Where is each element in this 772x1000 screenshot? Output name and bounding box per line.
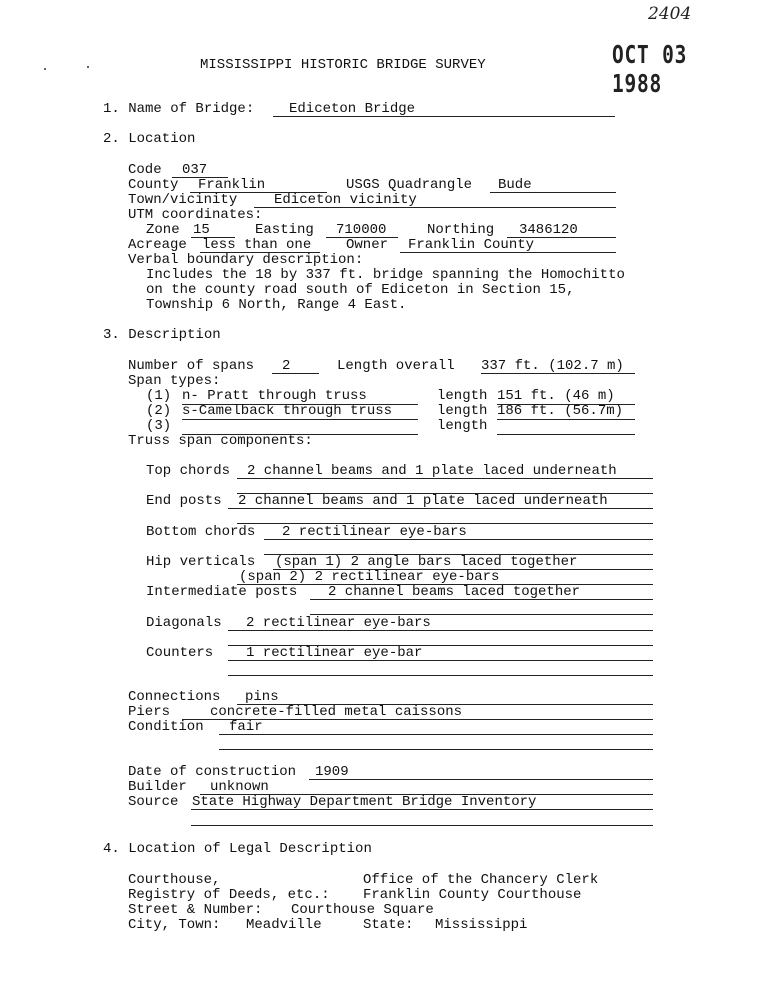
courthouse-label: Courthouse, (128, 872, 221, 888)
bottom-chords-label: Bottom chords (146, 524, 256, 540)
connections-field: pins (237, 689, 653, 705)
builder-field: unknown (200, 779, 653, 795)
easting-field: 710000 (326, 222, 398, 238)
form-title: MISSISSIPPI HISTORIC BRIDGE SURVEY (200, 57, 486, 73)
code-field: 037 (172, 162, 228, 178)
diagonals-field: 2 rectilinear eye-bars (228, 615, 653, 631)
span-type-field: n- Pratt through truss (182, 388, 418, 405)
top-chords-field: 2 channel beams and 1 plate laced underneath (237, 463, 653, 479)
section-4-label: 4. Location of Legal Description (103, 841, 372, 857)
northing-field: 3486120 (507, 222, 616, 238)
state-label: State: (363, 917, 414, 933)
construction-date-label: Date of construction (128, 764, 297, 780)
street-value: Courthouse Square (291, 902, 434, 918)
span-length-label: length (437, 418, 488, 434)
blank-line (219, 749, 653, 750)
hip-verticals-span2: (span 2) 2 rectilinear eye-bars (237, 569, 653, 585)
span-row-number: (3) (146, 418, 172, 434)
span-length-field (497, 418, 635, 435)
handwritten-number: 2404 (648, 4, 692, 24)
bridge-name-field: Ediceton Bridge (273, 101, 615, 117)
spans-field: 2 (272, 358, 319, 374)
section-3-label: 3. Description (103, 327, 221, 343)
scan-speck (87, 66, 89, 68)
top-chords-label: Top chords (146, 463, 231, 479)
town-label: Town/vicinity (128, 192, 238, 208)
city-label: City, Town: (128, 917, 221, 933)
counters-field: 1 rectilinear eye-bar (228, 645, 653, 661)
blank-line (228, 675, 653, 676)
length-overall-field: 337 ft. (102.7 m) (481, 358, 635, 374)
builder-label: Builder (128, 779, 187, 795)
acreage-label: Acreage (128, 237, 187, 253)
zone-label: Zone (146, 222, 180, 238)
length-overall-label: Length overall (337, 358, 455, 374)
intermediate-posts-label: Intermediate posts (146, 584, 298, 600)
piers-field: concrete-filled metal caissons (182, 704, 653, 720)
end-posts-label: End posts (146, 493, 222, 509)
section-1-label: 1. Name of Bridge: (103, 101, 255, 117)
bottom-chords-field: 2 rectilinear eye-bars (264, 524, 653, 540)
registry-label: Registry of Deeds, etc.: (128, 887, 330, 903)
verbal-line: on the county road south of Ediceton in Section 15, (146, 282, 575, 298)
end-posts-field: 2 channel beams and 1 plate laced underneath (228, 493, 653, 509)
span-types-label: Span types: (128, 373, 221, 389)
source-label: Source (128, 794, 179, 810)
section-2-label: 2. Location (103, 131, 196, 147)
span-row-number: (1) (146, 388, 172, 404)
verbal-line: Includes the 18 by 337 ft. bridge spanning the Homochitto (146, 267, 625, 283)
usgs-label: USGS Quadrangle (346, 177, 473, 193)
source-field: State Highway Department Bridge Inventory (191, 794, 653, 810)
counters-label: Counters (146, 645, 214, 661)
northing-label: Northing (427, 222, 495, 238)
town-field: Ediceton vicinity (254, 192, 616, 208)
span-length-field: 151 ft. (46 m) (497, 388, 635, 405)
construction-date-field: 1909 (309, 764, 653, 780)
verbal-boundary-label: Verbal boundary description: (128, 252, 364, 268)
scan-speck (44, 68, 46, 70)
state-value: Mississippi (435, 917, 528, 933)
hip-verticals-span1: (span 1) 2 angle bars laced together (273, 554, 653, 570)
date-stamp: OCT 03 1988 (612, 40, 688, 98)
span-length-field: 186 ft. (56.7m) (497, 403, 635, 420)
city-value: Meadville (246, 917, 322, 933)
zone-field: 15 (191, 222, 235, 238)
owner-field: Franklin County (400, 237, 616, 253)
truss-components-label: Truss span components: (128, 433, 313, 449)
utm-label: UTM coordinates: (128, 207, 263, 223)
piers-label: Piers (128, 704, 171, 720)
intermediate-posts-field: 2 channel beams laced together (310, 584, 653, 600)
span-length-label: length (437, 403, 488, 419)
county-field: Franklin (190, 177, 327, 193)
hip-verticals-label: Hip verticals (146, 554, 256, 570)
courthouse-value: Office of the Chancery Clerk (363, 872, 599, 888)
registry-value: Franklin County Courthouse (363, 887, 582, 903)
span-length-label: length (437, 388, 488, 404)
blank-line (191, 825, 653, 826)
code-label: Code (128, 162, 162, 178)
condition-field: fair (219, 719, 653, 735)
owner-label: Owner (346, 237, 389, 253)
diagonals-label: Diagonals (146, 615, 222, 631)
verbal-line: Township 6 North, Range 4 East. (146, 297, 407, 313)
county-label: County (128, 177, 179, 193)
usgs-field: Bude (490, 177, 616, 193)
spans-label: Number of spans (128, 358, 255, 374)
connections-label: Connections (128, 689, 221, 705)
condition-label: Condition (128, 719, 204, 735)
span-type-field: s-Camelback through truss (182, 403, 418, 420)
acreage-field: less than one (200, 237, 320, 253)
span-row-number: (2) (146, 403, 172, 419)
easting-label: Easting (255, 222, 314, 238)
street-label: Street & Number: (128, 902, 263, 918)
